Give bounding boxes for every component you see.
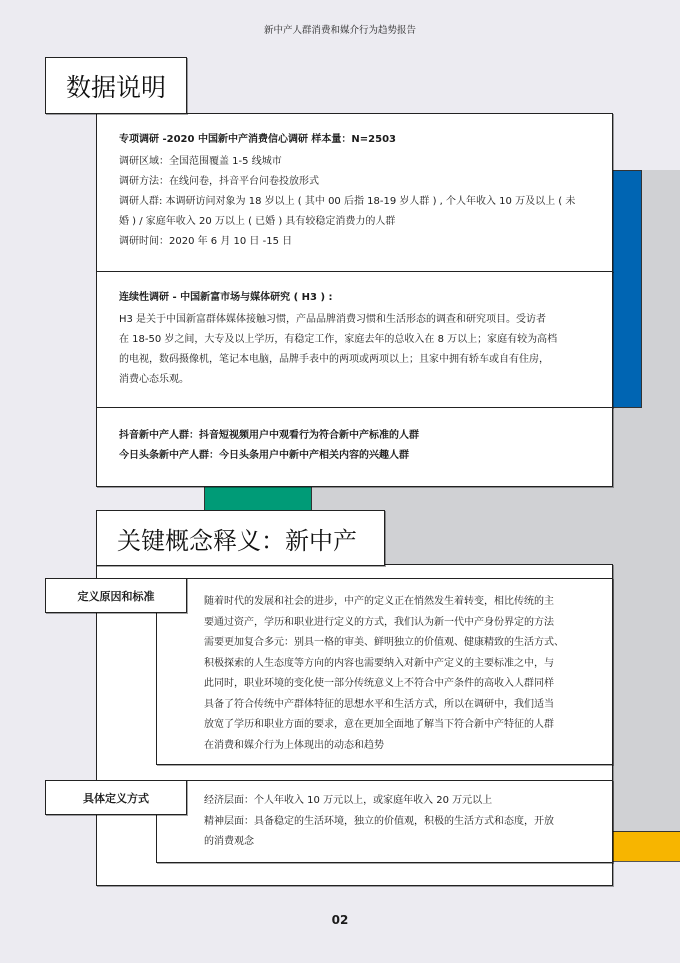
definition-reason-label: 定义原因和标准 <box>45 578 187 613</box>
survey-special-line: 调研时间：2020 年 6 月 10 日 -15 日 <box>119 236 293 247</box>
definition-reason-line: 积极探索的人生态度等方向的内容也需要纳入对新中产定义的主要标准之中，与 <box>204 657 554 669</box>
specific-definition-line: 经济层面：个人年收入 10 万元以上，或家庭年收入 20 万元以上 <box>204 795 493 806</box>
survey-special-line: 调研区域：全国范围覆盖 1-5 线城市 <box>119 156 282 167</box>
decorative-green-block <box>204 486 312 511</box>
survey-continuous-line: 在 18-50 岁之间，大专及以上学历，有稳定工作，家庭去年的总收入在 8 万以上；家庭有较为高档 <box>119 334 558 345</box>
specific-definition-box <box>156 780 613 863</box>
definition-reason-line: 此同时，职业环境的变化使一部分传统意义上不符合中产条件的高收入人群同样 <box>204 678 554 689</box>
audience-definition-box <box>96 407 613 487</box>
survey-continuous-line: H3 是关于中国新富群体媒体接触习惯，产品品牌消费习惯和生活形态的调查和研究项目。受访者 <box>119 314 547 325</box>
definition-reason-line: 随着时代的发展和社会的进步，中产的定义正在悄然发生着转变，相比传统的主 <box>204 596 554 607</box>
survey-special-line: 婚 ) / 家庭年收入 20 万以上 ( 已婚 ) 具有较稳定消费力的人群 <box>119 216 396 227</box>
decorative-blue-block <box>612 170 642 408</box>
specific-definition-label: 具体定义方式 <box>45 780 187 815</box>
definition-reason-line: 放宽了学历和职业方面的要求，意在更加全面地了解当下符合新中产特征的人群 <box>204 719 554 730</box>
specific-definition-line: 精神层面：具备稳定的生活环境，独立的价值观，积极的生活方式和态度，开放 <box>204 815 554 827</box>
definition-reason-line: 具备了符合传统中产群体特征的思想水平和生活方式，所以在调研中，我们适当 <box>204 698 554 710</box>
concept-section-heading: 关键概念释义：新中产 <box>96 510 385 566</box>
survey-special-line: 调研方法：在线问卷，抖音平台问卷投放形式 <box>119 176 319 187</box>
specific-definition-line: 的消费观念 <box>204 836 254 847</box>
survey-continuous-title: 连续性调研 - 中国新富市场与媒体研究 ( H3 ) : <box>119 292 333 303</box>
survey-continuous-line: 的电视，数码摄像机，笔记本电脑，品牌手表中的两项或两项以上；且家中拥有轿车或自有住房， <box>119 354 549 365</box>
page-number: 02 <box>331 913 349 927</box>
definition-reason-line: 需要更加复合多元：别具一格的审美、鲜明独立的价值观、健康精致的生活方式、 <box>204 637 564 648</box>
definition-reason-box <box>156 578 613 765</box>
survey-special-line: 调研人群: 本调研访问对象为 18 岁以上 ( 其中 00 后指 18-19 岁人群 ) , 个人年收入 10 万及以上 ( 未 <box>119 196 576 207</box>
survey-special-title: 专项调研 -2020 中国新中产消费信心调研 样本量：N=2503 <box>119 134 397 145</box>
audience-douyin: 抖音新中产人群：抖音短视频用户中观看行为符合新中产标准的人群 <box>119 430 419 441</box>
survey-continuous-line: 消费心态乐观。 <box>119 374 189 385</box>
data-section-heading: 数据说明 <box>45 57 187 114</box>
definition-reason-line: 要通过资产，学历和职业进行定义的方式，我们认为新一代中产身份界定的方法 <box>204 616 554 628</box>
decorative-yellow-block <box>612 831 680 862</box>
audience-toutiao: 今日头条新中产人群：今日头条用户中新中产相关内容的兴趣人群 <box>119 450 409 461</box>
survey-special-box <box>96 113 613 272</box>
survey-continuous-box <box>96 271 613 408</box>
definition-reason-line: 在消费和媒介行为上体现出的动态和趋势 <box>204 739 384 751</box>
report-title: 新中产人群消费和媒介行为趋势报告 <box>263 25 416 36</box>
